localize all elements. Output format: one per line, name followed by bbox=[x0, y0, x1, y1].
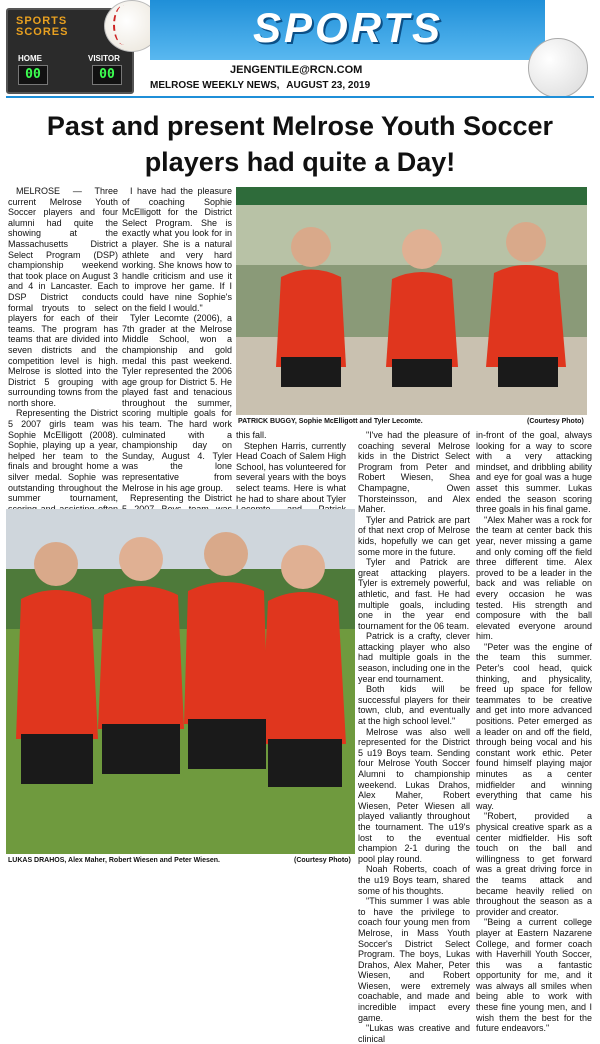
paragraph: "Alex Maher was a rock for the team at center back this year, never missing a game and only coming off the field three different time. Alex proved to be a leader in the back and was reliable on every occasion he was tested. His strength and composure with the ball elevated everyone around him. bbox=[476, 514, 592, 642]
publication-date: AUGUST 23, 2019 bbox=[286, 80, 371, 91]
paragraph: Tyler and Patrick are part of that next crop of Melrose kids, hopefully we can get some more in the future. bbox=[358, 514, 470, 557]
article-column-1 bbox=[8, 186, 118, 506]
section-title: SPORTS bbox=[253, 4, 443, 51]
article-column-2-continued bbox=[236, 430, 346, 510]
article-column-2 bbox=[122, 186, 232, 506]
scoreboard-title bbox=[16, 16, 86, 38]
publication-name: MELROSE WEEKLY NEWS, bbox=[150, 80, 280, 91]
article-column-3 bbox=[358, 430, 470, 1044]
paragraph: Stephen Harris, currently Head Coach of Salem High School, has volunteered for several years with the boys select teams. Here is what he had to share about Tyler bbox=[236, 440, 346, 504]
paragraph: "I've had the pleasure of coaching several Melrose kids in the District Select Program from Peter and Robert Wiesen, Shea Champagne, Owen Thorsteinsson, and Alex Maher. bbox=[358, 430, 470, 515]
header-rule bbox=[6, 96, 594, 98]
photo1-credit: (Courtesy Photo) bbox=[527, 418, 584, 425]
paragraph: "Peter was the engine of the team this summer. Peter's cool head, quick thinking, and physicality, freed up space for fellow teammates to be creative and get into more advanced positions. Peter emerged as a leader on and off the field, through being vocal and his constant work ethic. Peter found himself playing major minutes as a center midfielder and winning everything that came his way. bbox=[476, 641, 592, 811]
paragraph: Representing the District bbox=[130, 493, 232, 504]
home-score: 00 bbox=[25, 67, 41, 82]
visitor-score-box bbox=[92, 65, 122, 85]
photo1-caption: PATRICK BUGGY, Sophie McElligott and Tyler Lecomte. bbox=[238, 418, 423, 425]
home-score-box bbox=[18, 65, 48, 85]
visitor-label: VISITOR bbox=[88, 54, 120, 63]
paragraph: "Being a current college player at Eastern Nazarene College, and former coach with Haverhill Youth Soccer, this was a fantastic opportunity for me, and it was always all smiles when being able to work with these fine young men, and I wish them the best for the future endeavors." bbox=[476, 917, 592, 1034]
paragraph: I have had the pleasure of coaching Sophie McElligott for the District Select Program. She is exactly what you look for in a player. She is a natural athlete and very hard working. She knows how to handle criticism and use it to improve her game. If I could have nine Sophie's on the field I would." bbox=[122, 186, 232, 313]
paragraph: Tyler Lecomte (2006), a 7th grader at the Melrose Middle School, won a championship and gold medal this past weekend. Tyler represented the 2006 age group for District 5. He played fast and tenacious throughout the summer, scoring multiple goals for his team. The hard work culminated with a championship day on Sunday, August 4. Tyler was the lone representative from Melrose in his age group. bbox=[122, 313, 232, 493]
paragraph: "This summer I was able to have the privilege to coach four young men from Melrose, in Mass Youth Soccer's District Select Program. The boys, Lukas Drahos, Alex Maher, Peter Wiesen, and Robert Wiesen, were extremely coachable, and made and incredible impact every game. bbox=[358, 896, 470, 1023]
scoreboard-title-line2: SCORES bbox=[16, 26, 69, 38]
home-label: HOME bbox=[18, 54, 42, 63]
photo-three-players bbox=[236, 187, 587, 415]
sports-header bbox=[0, 0, 600, 98]
paragraph: Representing the District 5 2007 girls team was Sophie McElligott (2008). Sophie, playing up a year, helped her team to the finals and brought home a silver medal. Sophie was outstanding throughout the summer tournament, bbox=[8, 408, 118, 504]
publication-line bbox=[150, 80, 370, 91]
paragraph: MELROSE — Three current Melrose Youth Soccer players and four alumni had quite the showing at the Massachusetts District Select Program (DSP) championship weekend that took place on August 3 and 4 in Lancaster. Each DSP District conducts formal tryouts to select players for each of their teams. The program has teams that are divided into seven districts and the competition level is high. Melrose is slotted into the District 5 grouping with surrounding towns from the north shore. bbox=[8, 186, 118, 408]
contact-email[interactable]: JENGENTILE@RCN.COM bbox=[230, 64, 363, 76]
paragraph: in-front of the goal, always looking for a way to score with a very attacking mindset, and dribbling ability and eye for goal was a huge asset this summer. Lukas ended the season scoring three goals in his final game. bbox=[476, 430, 592, 515]
article-headline bbox=[10, 108, 590, 180]
photo-four-players-image bbox=[6, 509, 355, 854]
paragraph: Melrose was also well represented for the District 5 u19 Boys team. Sending four Melrose Youth Soccer Alumni to championship weekend. Lukas Drahos, Alex Maher, Robert Wiesen, Peter Wiesen all played valiantly throughout the tournament. The u19's lost to the eventual champion 2-1 during the pool play round. bbox=[358, 726, 470, 864]
photo2-credit: (Courtesy Photo) bbox=[294, 857, 351, 864]
article-column-4 bbox=[476, 430, 592, 1034]
paragraph: "Lukas was creative and clinical bbox=[358, 1023, 470, 1044]
scoreboard-title-line1: SPORTS bbox=[16, 15, 68, 27]
headline-line1: Past and present Melrose Youth Soccer bbox=[46, 111, 554, 141]
photo2-caption: LUKAS DRAHOS, Alex Maher, Robert Wiesen and Peter Wiesen. bbox=[8, 857, 220, 864]
paragraph: Tyler and Patrick are great attacking players. Tyler is extremely powerful, athletic, and fast. He had multiple goals, including one in the year end tournament for the 06 team. bbox=[358, 557, 470, 631]
paragraph: Patrick is a crafty, clever attacking player who also had multiple goals in the season, including one in the year end tournament. bbox=[358, 631, 470, 684]
photo-three-players-image bbox=[236, 187, 587, 415]
paragraph: "Robert, provided a physical creative spark as a center midfielder. His soft touch on the ball and willingness to get forward was a great driving force in the teams attack and became heavily relied on throughout the season as a provider and creator. bbox=[476, 811, 592, 917]
golf-ball-icon bbox=[528, 38, 588, 98]
headline-line2: players had quite a Day! bbox=[144, 147, 456, 177]
paragraph: Both kids will be successful players for their town, club, and eventually at the high school level." bbox=[358, 684, 470, 727]
photo-four-players bbox=[6, 509, 355, 854]
visitor-score: 00 bbox=[99, 67, 115, 82]
paragraph: this fall. bbox=[236, 430, 267, 440]
paragraph: Noah Roberts, coach of the u19 Boys team, shared some of his thoughts. bbox=[358, 864, 470, 896]
